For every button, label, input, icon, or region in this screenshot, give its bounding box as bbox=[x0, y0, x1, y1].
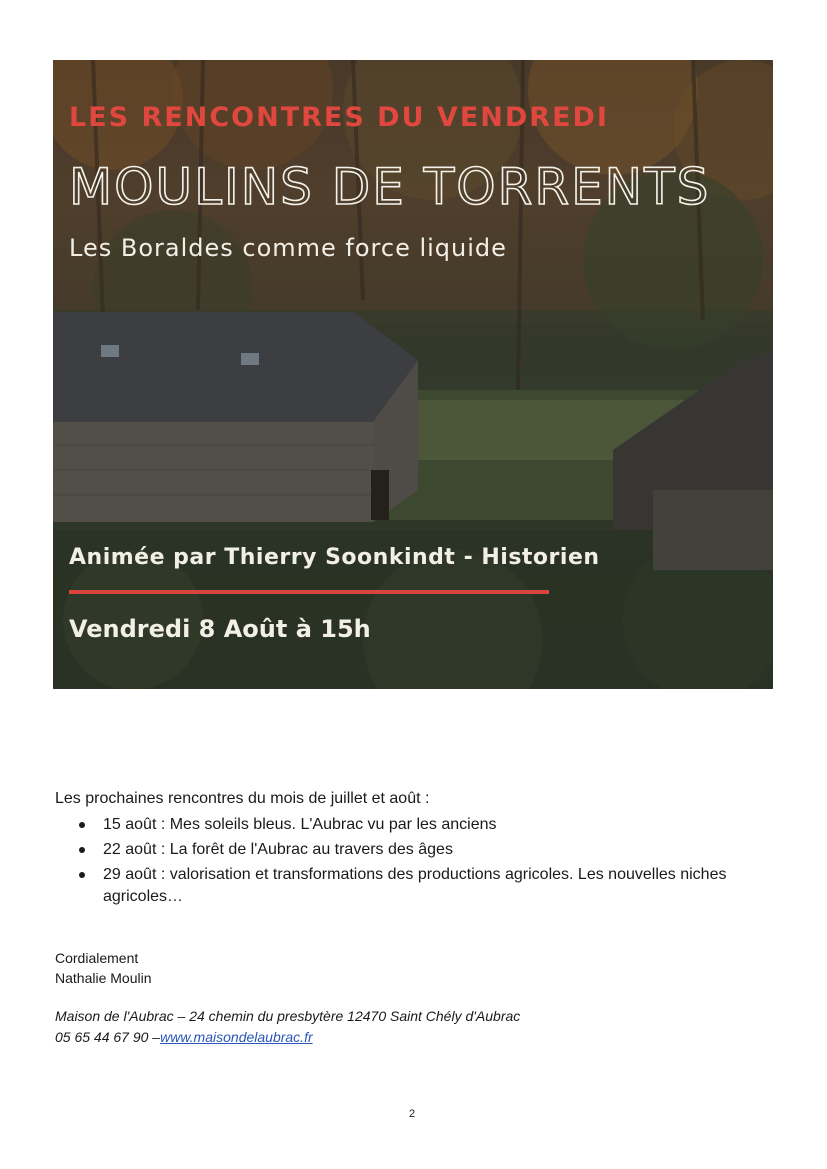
bullet-icon bbox=[79, 847, 85, 853]
poster-kicker: LES RENCONTRES DU VENDREDI bbox=[69, 102, 609, 133]
event-poster bbox=[53, 60, 773, 689]
signature bbox=[55, 948, 152, 988]
poster-presenter: Animée par Thierry Soonkindt - Historien bbox=[69, 545, 600, 570]
poster-datetime: Vendredi 8 Août à 15h bbox=[69, 615, 371, 643]
website-link[interactable]: www.maisondelaubrac.fr bbox=[160, 1029, 313, 1045]
signature-closing: Cordialement bbox=[55, 950, 139, 966]
upcoming-events-list bbox=[55, 814, 803, 911]
event-text: 29 août : valorisation et transformations des productions agricoles. Les nouvelles niches agricoles… bbox=[103, 866, 727, 905]
contact-address: Maison de l'Aubrac – 24 chemin du presbytère 12470 Saint Chély d'Aubrac bbox=[55, 1008, 521, 1024]
list-item bbox=[103, 814, 803, 836]
event-text: 22 août : La forêt de l'Aubrac au travers des âges bbox=[103, 841, 453, 858]
event-text: 15 août : Mes soleils bleus. L'Aubrac vu par les anciens bbox=[103, 816, 497, 833]
poster-photo-mill bbox=[53, 60, 773, 689]
list-item bbox=[103, 864, 803, 908]
signature-name: Nathalie Moulin bbox=[55, 970, 152, 986]
poster-accent-line bbox=[69, 590, 549, 594]
bullet-icon bbox=[79, 872, 85, 878]
poster-title: MOULINS DE TORRENTS bbox=[69, 158, 711, 216]
poster-subtitle: Les Boraldes comme force liquide bbox=[69, 234, 507, 262]
page-number: 2 bbox=[409, 1108, 416, 1120]
list-item bbox=[103, 839, 803, 861]
contact-line bbox=[55, 1027, 520, 1048]
contact-block bbox=[55, 1006, 520, 1048]
bullet-icon bbox=[79, 822, 85, 828]
upcoming-intro: Les prochaines rencontres du mois de juillet et août : bbox=[55, 790, 430, 807]
contact-phone: 05 65 44 67 90 – bbox=[55, 1029, 161, 1045]
